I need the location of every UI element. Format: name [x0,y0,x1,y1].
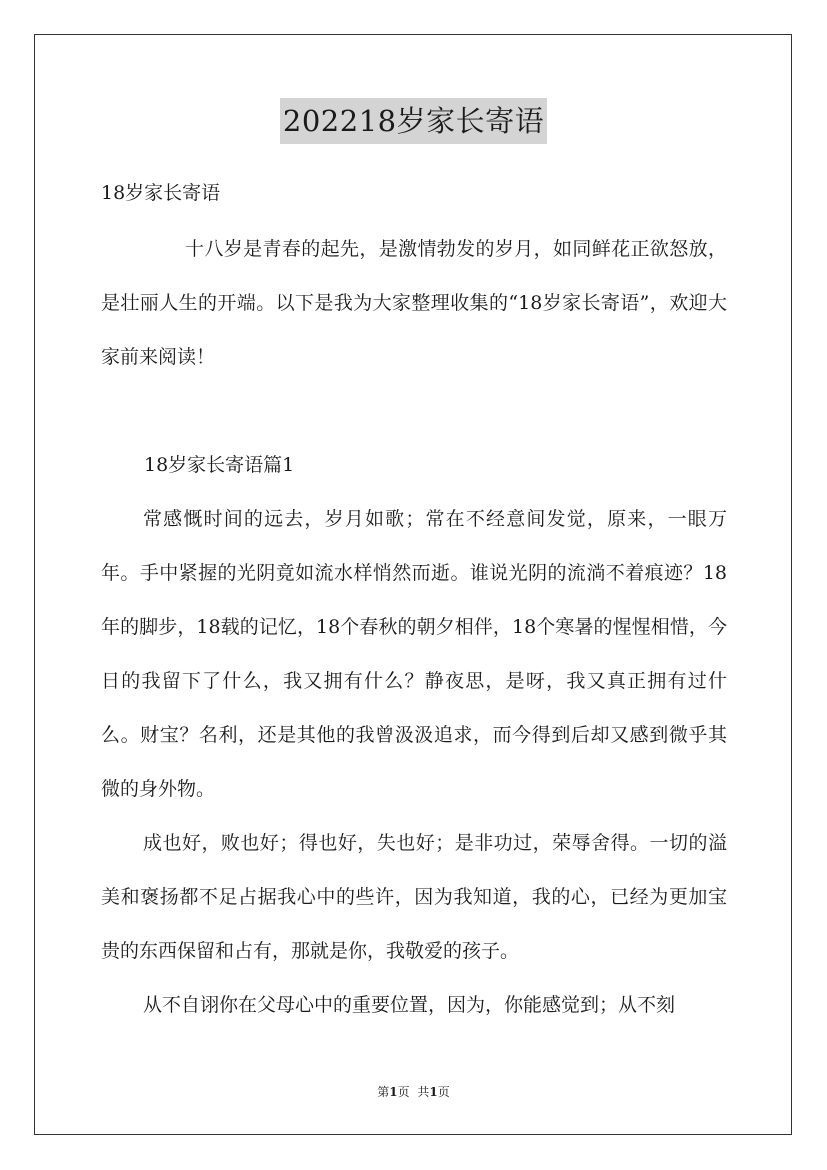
document-subheading: 18岁家长寄语 [101,182,221,204]
body-paragraph-3: 从不自诩你在父母心中的重要位置，因为，你能感觉到；从不刻 [143,994,676,1016]
intro-paragraph: 十八岁是青春的起先，是激情勃发的岁月，如同鲜花正欲怒放，是壮丽人生的开端。以下是我为大家整理收集的“18岁家长寄语”，欢迎大家前来阅读！ [101,238,727,368]
section-heading: 18岁家长寄语篇1 [144,454,295,476]
page-suffix: 页 [397,1085,410,1099]
body-paragraph-2: 成也好，败也好；得也好，失也好；是非功过，荣辱舍得。一切的溢美和褒扬都不足占据我心中的些许，因为我知道，我的心，已经为更加宝贵的东西保留和占有，那就是你，我敬爱的孩子。 [101,832,727,962]
document-title: 202218岁家长寄语 [280,98,547,144]
page-prefix: 第 [377,1085,390,1099]
body-paragraph-1: 常感慨时间的远去，岁月如歌；常在不经意间发觉，原来，一眼万年。手中紧握的光阴竟如流水样悄然而逝。谁说光阴的流淌不着痕迹？18年的脚步，18载的记忆，18个春秋的朝夕相伴，18个寒暑的惺惺相惜，今日的我留下了什么，我又拥有什么？静夜思，是呀，我又真正拥有过什么。财宝？名利，还是其他的我曾汲汲追求，而今得到后却又感到微乎其微的身外物。 [101,508,727,800]
page-number: 1 [389,1085,398,1099]
total-prefix: 共 [417,1085,430,1099]
page-footer [0,1082,827,1102]
title-wrap [0,98,827,144]
total-suffix: 页 [437,1085,450,1099]
total-pages: 1 [429,1085,438,1099]
